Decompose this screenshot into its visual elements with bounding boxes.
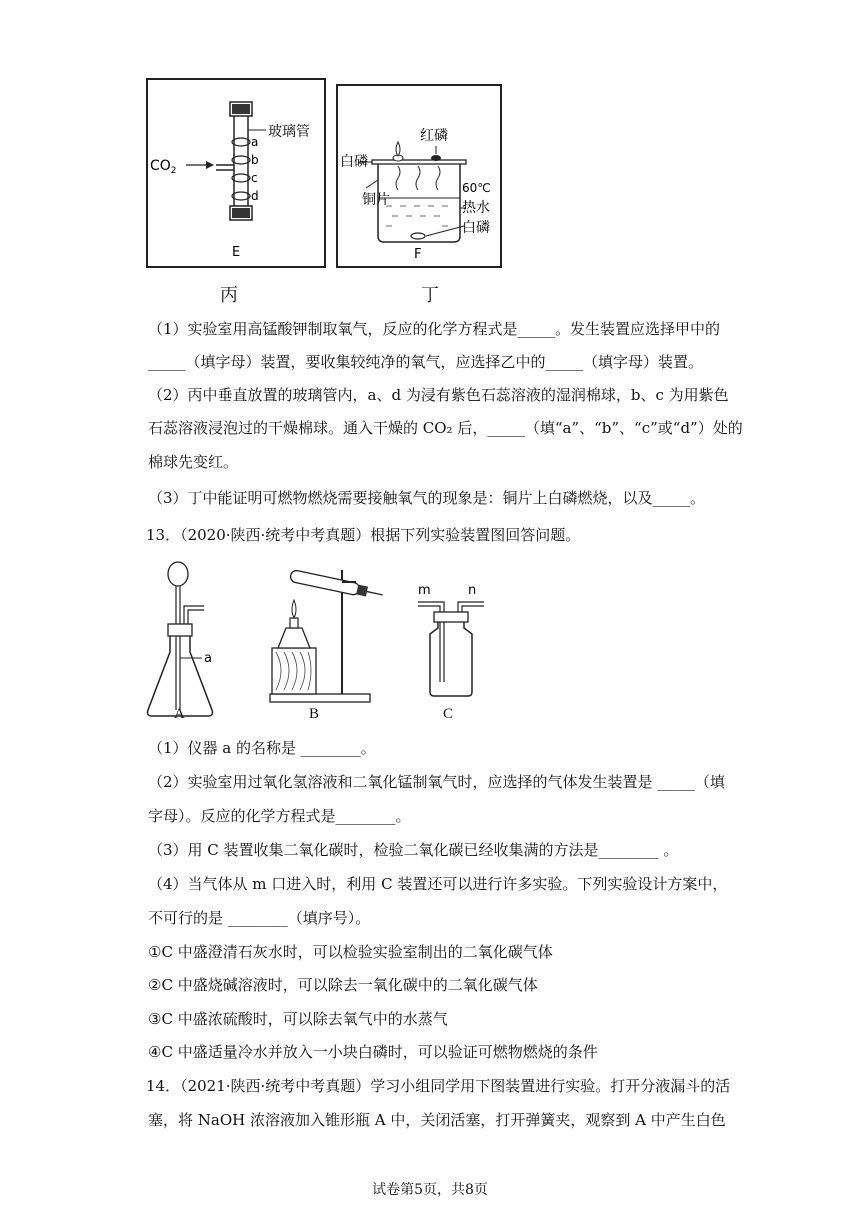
inlet-arrow-icon: [206, 161, 214, 169]
label-c: c: [251, 171, 258, 185]
apparatus-a-caption: A: [174, 706, 185, 722]
q13-line-1: （1）仪器 a 的名称是 ________。: [148, 739, 376, 757]
white-phosphorus-underwater: [411, 233, 425, 239]
label-white-phosphorus-top: 白磷: [340, 154, 368, 170]
wood-block: [272, 648, 316, 694]
q13-option-3: ③C 中盛浓硫酸时，可以除去氧气中的水蒸气: [148, 1010, 448, 1028]
label-temperature: 60℃: [462, 181, 491, 195]
panel-caption-ding: 丁: [421, 285, 439, 306]
q13-line-5: （4）当气体从 m 口进入时，利用 C 装置还可以进行许多实验。下列实验设计方案中，: [148, 875, 728, 893]
page-footer: 试卷第5页，共8页: [372, 1182, 488, 1198]
apparatus-c: [412, 582, 492, 702]
alcohol-lamp: [278, 628, 310, 648]
q14-line-1: 14．（2021·陕西·统考中考真题）学习小组同学用下图装置进行实验。打开分液漏斗的活: [146, 1077, 731, 1095]
label-instrument-a: a: [204, 651, 212, 666]
apparatus-a: [142, 560, 232, 728]
q12-line-3: （2）丙中垂直放置的玻璃管内，a、d 为浸有紫色石蕊溶液的湿润棉球，b、c 为用紫色: [148, 386, 729, 404]
lamp-flame-icon: [292, 600, 296, 618]
figure-f-caption: F: [414, 247, 422, 262]
q13-option-2: ②C 中盛烧碱溶液时，可以除去一氧化碳中的二氧化碳气体: [148, 976, 538, 994]
label-d: d: [251, 189, 259, 203]
q14-line-2: 塞，将 NaOH 浓溶液加入锥形瓶 A 中，关闭活塞，打开弹簧夹，观察到 A 中产生白色: [148, 1111, 726, 1129]
label-white-phosphorus-bottom: 白磷: [462, 220, 490, 236]
q13-line-2: （2）实验室用过氧化氢溶液和二氧化锰制氧气时，应选择的气体发生装置是 _____（填: [148, 773, 725, 791]
gas-bottle: [430, 622, 472, 696]
label-a: a: [251, 135, 259, 149]
q12-line-5: 棉球先变红。: [148, 453, 239, 471]
apparatus-b-caption: B: [309, 706, 320, 722]
figure-e-caption: E: [232, 245, 241, 260]
figure-f-box: [336, 84, 502, 268]
q12-line-4: 石蕊溶液浸泡过的干燥棉球。通入干燥的 CO₂ 后，_____（填“a”、“b”、“c”或“d”）处的: [148, 419, 743, 437]
q13-line-3: 字母）。反应的化学方程式是________。: [148, 807, 411, 825]
label-copper-plate: 铜片: [362, 192, 390, 208]
combustion-diagram: [338, 86, 500, 266]
apparatus-c-caption: C: [443, 706, 454, 722]
figure-e-box: [146, 78, 326, 268]
label-glass-tube: 玻璃管: [268, 124, 310, 140]
copper-plate: [372, 160, 466, 164]
q12-line-6: （3）丁中能证明可燃物燃烧需要接触氧气的现象是：铜片上白磷燃烧，以及_____。: [148, 489, 706, 507]
panel-caption-bing: 丙: [220, 285, 238, 306]
q13-line-6: 不可行的是 ________（填序号）。: [148, 909, 371, 927]
q12-line-1: （1）实验室用高锰酸钾制取氧气，反应的化学方程式是_____。发生装置应选择甲中的: [148, 320, 721, 338]
q13-option-1: ①C 中盛澄清石灰水时，可以检验实验室制出的二氧化碳气体: [148, 943, 553, 961]
q13-title: 13．（2020·陕西·统考中考真题）根据下列实验装置图回答问题。: [146, 526, 581, 544]
q13-option-4: ④C 中盛适量冷水并放入一小块白磷时，可以验证可燃物燃烧的条件: [148, 1043, 598, 1061]
q12-line-2: _____（填字母）装置，要收集较纯净的氧气，应选择乙中的_____（填字母）装置。: [148, 353, 704, 371]
label-port-n: n: [468, 583, 477, 598]
label-red-phosphorus: 红磷: [420, 128, 448, 144]
label-co2: $CO_2$: [150, 158, 177, 176]
stand-base: [270, 694, 370, 702]
label-b: b: [251, 153, 259, 167]
flame-icon: [396, 142, 400, 156]
glass-tube-diagram: [148, 80, 324, 266]
q13-line-4: （3）用 C 装置收集二氧化碳时，检验二氧化碳已经收集满的方法是________ 。: [148, 841, 679, 859]
red-phosphorus: [431, 155, 441, 161]
label-hot-water: 热水: [462, 200, 490, 216]
label-port-m: m: [418, 583, 431, 598]
apparatus-b: [262, 560, 392, 710]
